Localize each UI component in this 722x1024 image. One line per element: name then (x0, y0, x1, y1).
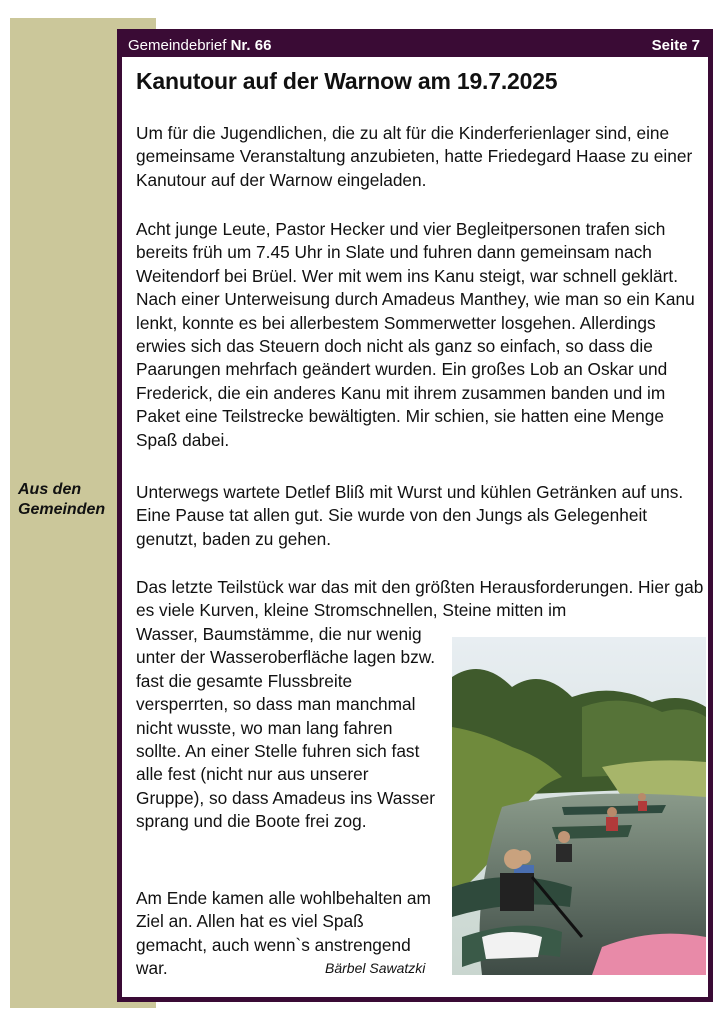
paragraph-4-start: Das letzte Teilstück war das mit den größten Herausforderungen. Hier gab es viele Kurven, kleine Stromschnellen, Steine mitten im (136, 577, 704, 621)
article-title: Kanutour auf der Warnow am 19.7.2025 (136, 68, 558, 94)
paragraph-3: Unterwegs wartete Detlef Bliß mit Wurst und kühlen Getränken auf uns. Eine Pause tat allen gut. Sie wurde von den Jungs als Gelegenheit genutzt, baden zu gehen. (136, 482, 684, 549)
section-label-line2: Gemeinden (18, 501, 106, 518)
paragraph-5: Am Ende kamen alle wohlbehalten am Ziel an. Allen hat es viel Spaß gemacht, auch wenn`s anstrengend war. (136, 888, 431, 979)
paragraph-1: Um für die Jugendlichen, die zu alt für die Kinderferienlager sind, eine gemeinsame Veranstaltung anzubieten, hatte Friedegard Haase zu einer Kanutour auf der Warnow eingeladen. (136, 123, 693, 190)
article-frame (117, 29, 713, 1002)
paragraph-4-continued: Wasser, Baumstämme, die nur wenig unter der Wasseroberfläche lagen bzw. fast die gesamte Flussbreite versperrten, so dass man manchmal nicht wusste, wo man lang fahren sollte. An einer Stelle fuhren sich fast alle fest (nicht nur aus unserer Gruppe), so dass Amadeus ins Wasser sprang und die Boote frei zog. (136, 624, 436, 832)
newsletter-label (128, 34, 271, 57)
section-label (18, 480, 118, 520)
newsletter-name: Gemeindebrief (128, 37, 227, 54)
paragraph-2: Acht junge Leute, Pastor Hecker und vier Begleitpersonen trafen sich bereits früh um 7.45 Uhr in Slate und fuhren dann gemeinsam nach Weitendorf bei Brüel. Wer mit wem ins Kanu steigt, war schnell geklärt. Nach einer Unterweisung durch Amadeus Manthey, wie man so ein Kanu lenkt, konnte es bei allerbestem Sommerwetter losgehen. Allerdings erwies sich das Steuern doch nicht als ganz so einfach, so dass die Paarungen mehrfach geändert wurden. Ein großes Lob an Oskar und Frederick, die ein anderes Kanu mit ihrem zusammen banden und im Paket eine Teilstrecke bewältigten. Mir schien, sie hatten eine Menge Spaß dabei. (136, 219, 695, 450)
section-label-line1: Aus den (18, 481, 82, 498)
canoe-photo (452, 637, 706, 975)
page-header (122, 34, 708, 57)
author-signature: Bärbel Sawatzki (325, 960, 426, 976)
issue-number: Nr. 66 (230, 37, 272, 54)
page-number: Seite 7 (651, 37, 700, 54)
